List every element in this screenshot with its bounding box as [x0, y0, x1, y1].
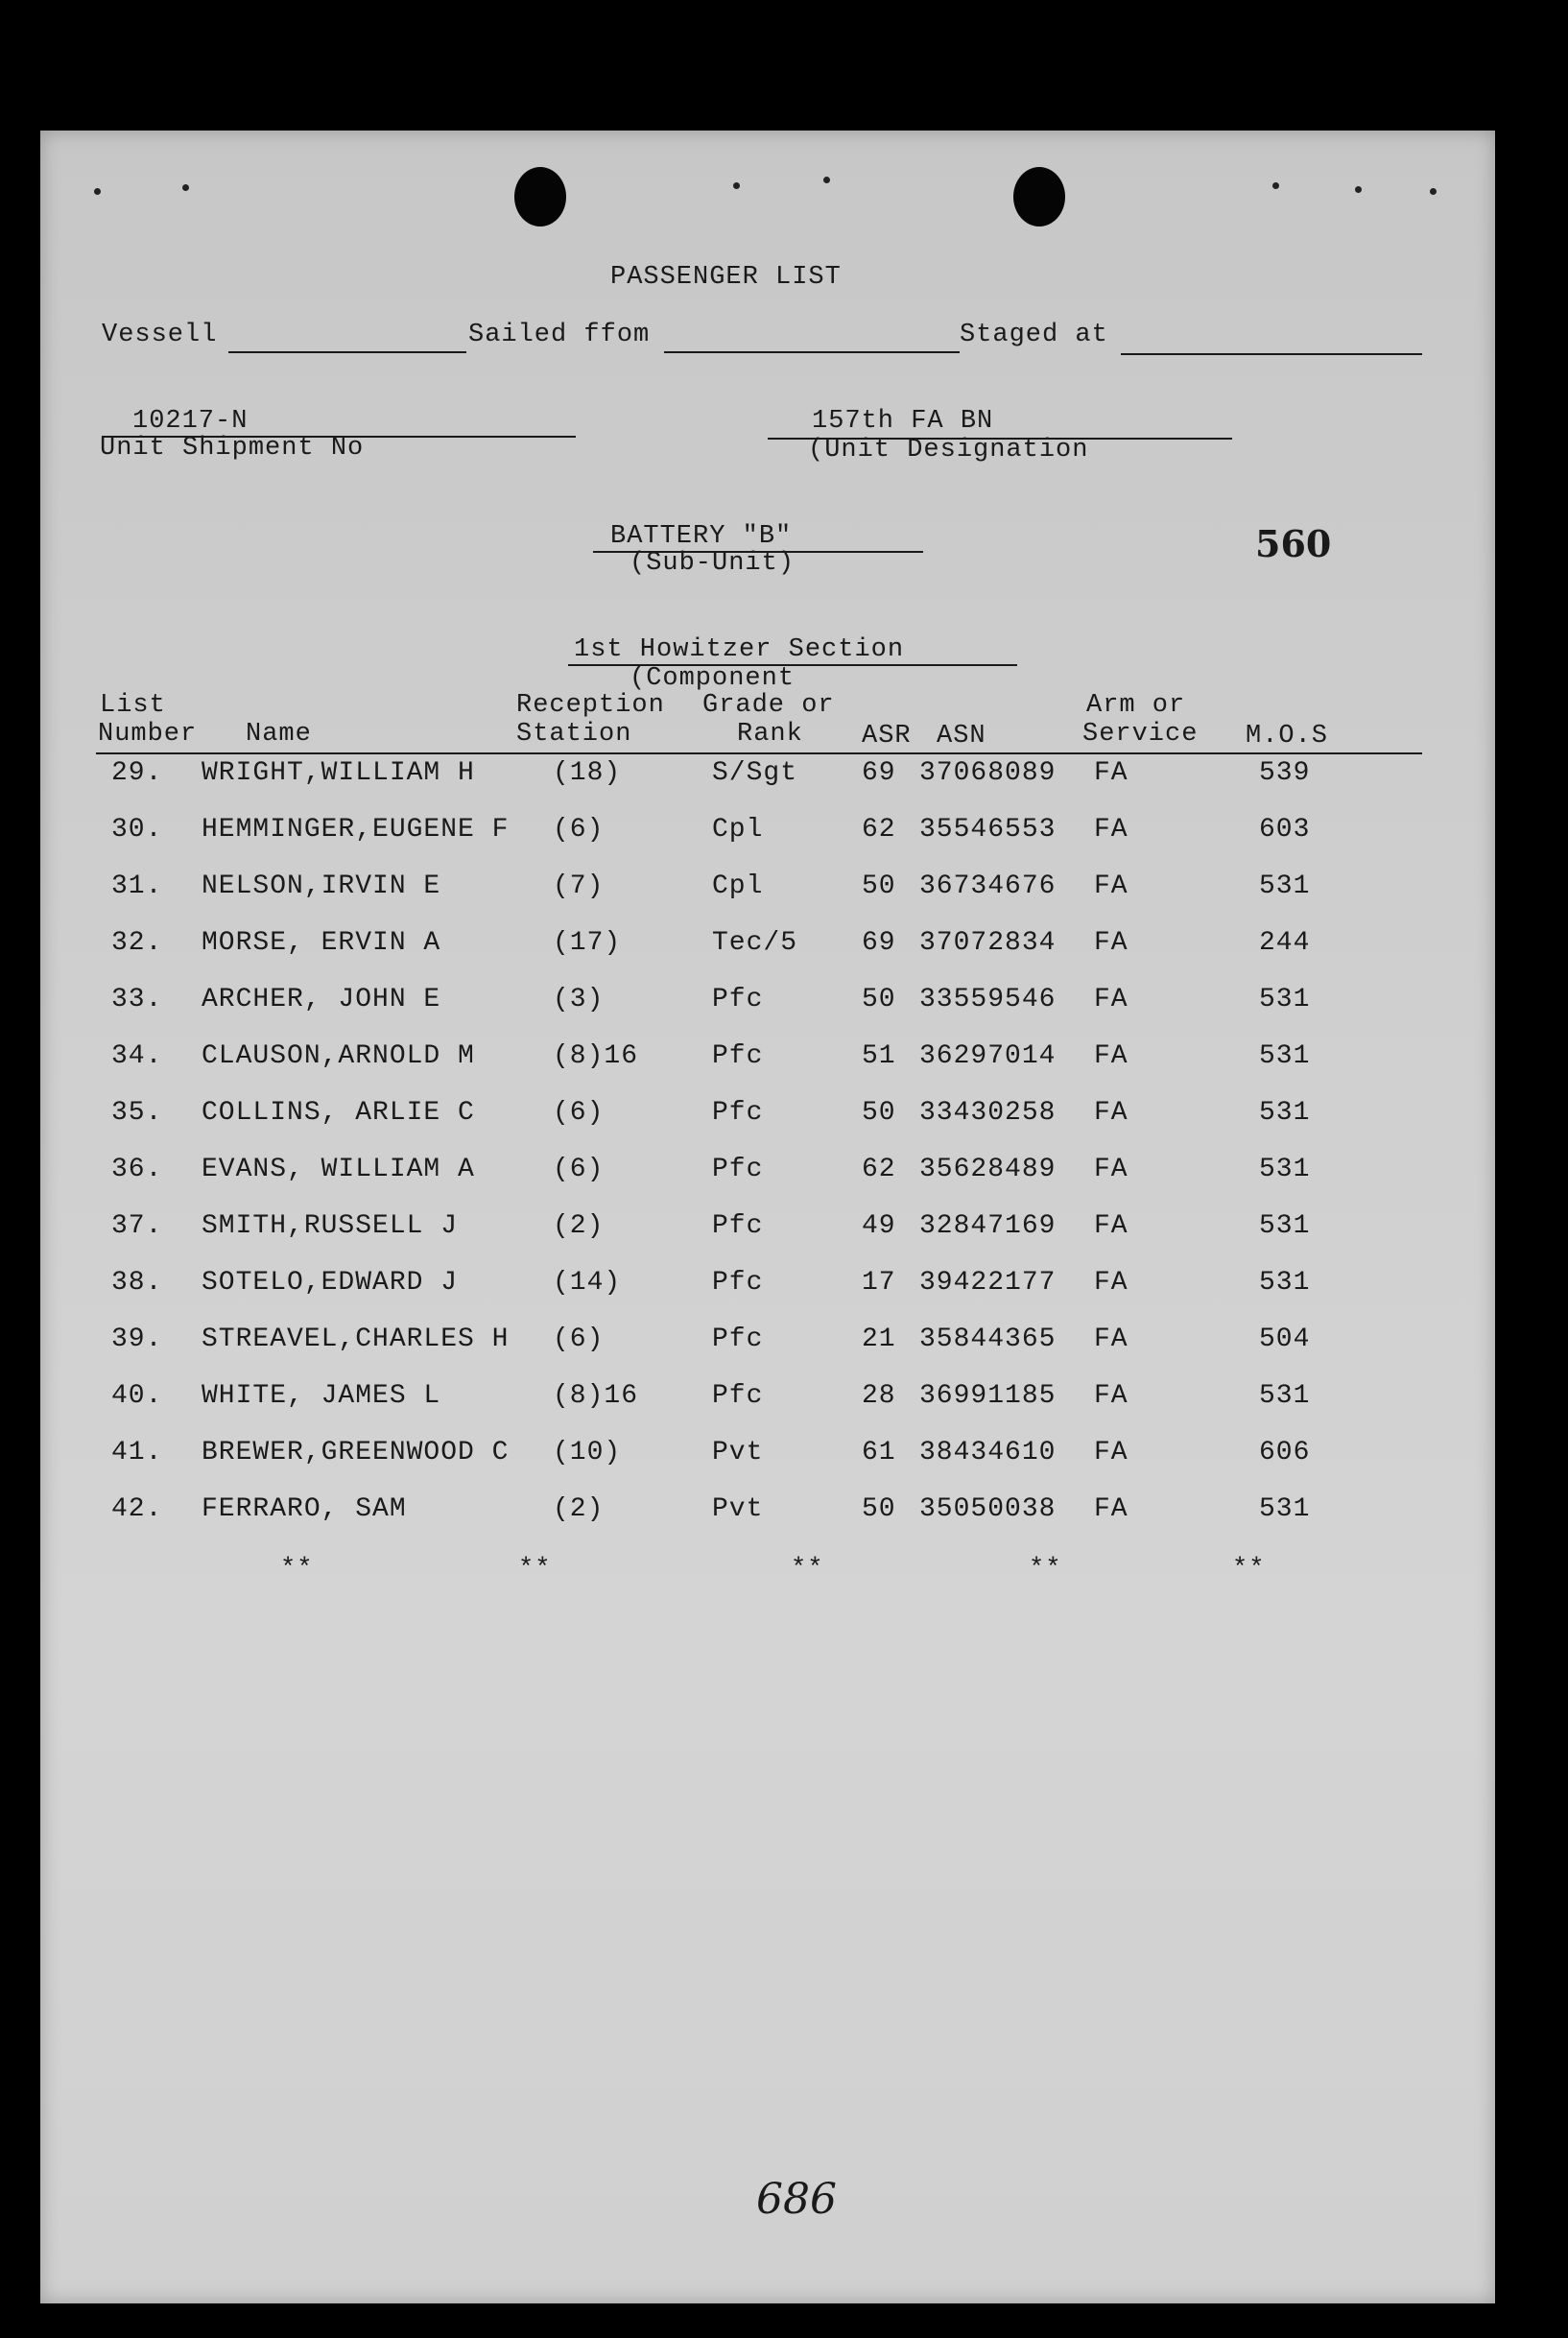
unit-designation-label: (Unit Designation	[808, 436, 1089, 465]
header-name: Name	[246, 720, 312, 749]
row-grade: Pfc	[712, 1324, 764, 1354]
sub-unit-label: (Sub-Unit)	[630, 549, 796, 578]
row-name: FERRARO, SAM	[202, 1494, 407, 1524]
row-mos: 606	[1259, 1438, 1311, 1467]
row-number: 42.	[111, 1494, 163, 1524]
row-arm-service: FA	[1094, 758, 1128, 788]
row-number: 34.	[111, 1041, 163, 1071]
shipment-label: Unit Shipment No	[100, 434, 365, 463]
row-asr: 21	[862, 1324, 896, 1354]
row-asn: 37068089	[919, 758, 1057, 788]
row-mos: 531	[1259, 1268, 1311, 1298]
row-arm-service: FA	[1094, 1494, 1128, 1524]
shipment-number: 10217-N	[132, 407, 249, 436]
header-rule	[96, 752, 1422, 754]
end-marker: **	[280, 1555, 314, 1584]
sailed-from-label: Sailed ffom	[468, 321, 651, 349]
punch-hole-right	[1013, 167, 1065, 227]
row-mos: 531	[1259, 1041, 1311, 1071]
row-grade: S/Sgt	[712, 758, 798, 788]
row-number: 30.	[111, 815, 163, 845]
component-name: 1st Howitzer Section	[574, 635, 905, 664]
header-station: Station	[516, 720, 632, 749]
row-mos: 531	[1259, 871, 1311, 901]
row-name: BREWER,GREENWOOD C	[202, 1438, 510, 1467]
sub-unit: BATTERY "B"	[610, 522, 793, 551]
row-number: 32.	[111, 928, 163, 958]
row-name: NELSON,IRVIN E	[202, 871, 441, 901]
row-mos: 531	[1259, 985, 1311, 1014]
row-asn: 33430258	[919, 1098, 1057, 1128]
row-reception-station: (10)	[553, 1438, 622, 1467]
row-asn: 35844365	[919, 1324, 1057, 1354]
row-name: WHITE, JAMES L	[202, 1381, 441, 1411]
row-arm-service: FA	[1094, 1155, 1128, 1184]
row-arm-service: FA	[1094, 1381, 1128, 1411]
row-reception-station: (2)	[553, 1211, 605, 1241]
row-grade: Tec/5	[712, 928, 798, 958]
row-asr: 50	[862, 1494, 896, 1524]
row-number: 40.	[111, 1381, 163, 1411]
row-grade: Pfc	[712, 1041, 764, 1071]
row-grade: Pfc	[712, 1381, 764, 1411]
row-reception-station: (14)	[553, 1268, 622, 1298]
vessel-label: Vessell	[102, 321, 218, 349]
row-asr: 69	[862, 928, 896, 958]
speck	[1430, 188, 1437, 195]
row-asn: 32847169	[919, 1211, 1057, 1241]
row-mos: 244	[1259, 928, 1311, 958]
row-number: 38.	[111, 1268, 163, 1298]
row-grade: Cpl	[712, 815, 764, 845]
row-asn: 36734676	[919, 871, 1057, 901]
row-name: SMITH,RUSSELL J	[202, 1211, 459, 1241]
row-arm-service: FA	[1094, 1098, 1128, 1128]
row-grade: Pfc	[712, 1211, 764, 1241]
row-mos: 603	[1259, 815, 1311, 845]
header-service: Service	[1082, 720, 1199, 749]
row-reception-station: (2)	[553, 1494, 605, 1524]
vessel-blank	[228, 351, 466, 353]
staged-at-label: Staged at	[960, 321, 1108, 349]
row-asr: 50	[862, 1098, 896, 1128]
row-asr: 28	[862, 1381, 896, 1411]
row-reception-station: (8)16	[553, 1041, 639, 1071]
header-asr: ASR	[862, 722, 912, 751]
row-asn: 36297014	[919, 1041, 1057, 1071]
punch-hole-left	[514, 167, 566, 227]
handwritten-page-number: 686	[756, 2175, 837, 2224]
row-number: 41.	[111, 1438, 163, 1467]
row-asr: 61	[862, 1438, 896, 1467]
row-asn: 37072834	[919, 928, 1057, 958]
row-number: 36.	[111, 1155, 163, 1184]
end-marker: **	[1232, 1555, 1266, 1584]
row-asn: 33559546	[919, 985, 1057, 1014]
speck	[1272, 182, 1279, 189]
row-mos: 531	[1259, 1381, 1311, 1411]
row-asr: 50	[862, 985, 896, 1014]
row-grade: Pfc	[712, 1155, 764, 1184]
row-grade: Pfc	[712, 1268, 764, 1298]
row-reception-station: (6)	[553, 815, 605, 845]
row-asr: 50	[862, 871, 896, 901]
row-arm-service: FA	[1094, 1211, 1128, 1241]
row-number: 31.	[111, 871, 163, 901]
row-number: 39.	[111, 1324, 163, 1354]
page-stamp: 560	[1255, 522, 1332, 565]
row-name: CLAUSON,ARNOLD M	[202, 1041, 475, 1071]
row-reception-station: (6)	[553, 1324, 605, 1354]
row-name: MORSE, ERVIN A	[202, 928, 441, 958]
row-asr: 62	[862, 815, 896, 845]
row-arm-service: FA	[1094, 985, 1128, 1014]
row-reception-station: (6)	[553, 1155, 605, 1184]
row-name: WRIGHT,WILLIAM H	[202, 758, 475, 788]
row-asn: 39422177	[919, 1268, 1057, 1298]
row-grade: Pfc	[712, 1098, 764, 1128]
row-asn: 36991185	[919, 1381, 1057, 1411]
header-mos: M.O.S	[1246, 722, 1329, 751]
header-number: Number	[98, 720, 198, 749]
row-grade: Pvt	[712, 1494, 764, 1524]
row-number: 37.	[111, 1211, 163, 1241]
row-reception-station: (7)	[553, 871, 605, 901]
header-reception: Reception	[516, 691, 665, 720]
header-grade: Grade or	[702, 691, 835, 720]
row-name: ARCHER, JOHN E	[202, 985, 441, 1014]
speck	[182, 184, 189, 191]
row-name: STREAVEL,CHARLES H	[202, 1324, 510, 1354]
staged-at-blank	[1121, 353, 1422, 355]
speck	[94, 188, 101, 195]
row-arm-service: FA	[1094, 1438, 1128, 1467]
speck	[733, 182, 740, 189]
unit-designation: 157th FA BN	[812, 407, 994, 436]
row-asr: 49	[862, 1211, 896, 1241]
row-reception-station: (6)	[553, 1098, 605, 1128]
header-arm: Arm or	[1086, 691, 1186, 720]
row-arm-service: FA	[1094, 815, 1128, 845]
row-mos: 531	[1259, 1098, 1311, 1128]
row-asn: 35546553	[919, 815, 1057, 845]
row-mos: 539	[1259, 758, 1311, 788]
row-name: COLLINS, ARLIE C	[202, 1098, 475, 1128]
row-asr: 17	[862, 1268, 896, 1298]
row-arm-service: FA	[1094, 1041, 1128, 1071]
document-title: PASSENGER LIST	[610, 263, 842, 292]
header-asn: ASN	[937, 722, 986, 751]
row-arm-service: FA	[1094, 1324, 1128, 1354]
row-asn: 35050038	[919, 1494, 1057, 1524]
end-marker: **	[1029, 1555, 1062, 1584]
sailed-from-blank	[664, 351, 960, 353]
row-name: HEMMINGER,EUGENE F	[202, 815, 510, 845]
row-grade: Cpl	[712, 871, 764, 901]
row-asn: 35628489	[919, 1155, 1057, 1184]
row-asn: 38434610	[919, 1438, 1057, 1467]
row-asr: 62	[862, 1155, 896, 1184]
end-marker: **	[518, 1555, 552, 1584]
row-reception-station: (18)	[553, 758, 622, 788]
row-number: 29.	[111, 758, 163, 788]
speck	[1355, 186, 1362, 193]
row-number: 35.	[111, 1098, 163, 1128]
row-asr: 51	[862, 1041, 896, 1071]
row-reception-station: (3)	[553, 985, 605, 1014]
header-rank: Rank	[737, 720, 803, 749]
row-mos: 531	[1259, 1155, 1311, 1184]
row-mos: 504	[1259, 1324, 1311, 1354]
row-arm-service: FA	[1094, 871, 1128, 901]
row-mos: 531	[1259, 1494, 1311, 1524]
row-number: 33.	[111, 985, 163, 1014]
row-asr: 69	[862, 758, 896, 788]
row-grade: Pfc	[712, 985, 764, 1014]
row-reception-station: (17)	[553, 928, 622, 958]
row-arm-service: FA	[1094, 928, 1128, 958]
row-mos: 531	[1259, 1211, 1311, 1241]
row-reception-station: (8)16	[553, 1381, 639, 1411]
row-grade: Pvt	[712, 1438, 764, 1467]
row-arm-service: FA	[1094, 1268, 1128, 1298]
header-list: List	[100, 691, 166, 720]
row-name: EVANS, WILLIAM A	[202, 1155, 475, 1184]
speck	[823, 177, 830, 183]
component-label: (Component	[630, 664, 796, 693]
end-marker: **	[791, 1555, 824, 1584]
document-page	[40, 131, 1495, 2303]
row-name: SOTELO,EDWARD J	[202, 1268, 459, 1298]
